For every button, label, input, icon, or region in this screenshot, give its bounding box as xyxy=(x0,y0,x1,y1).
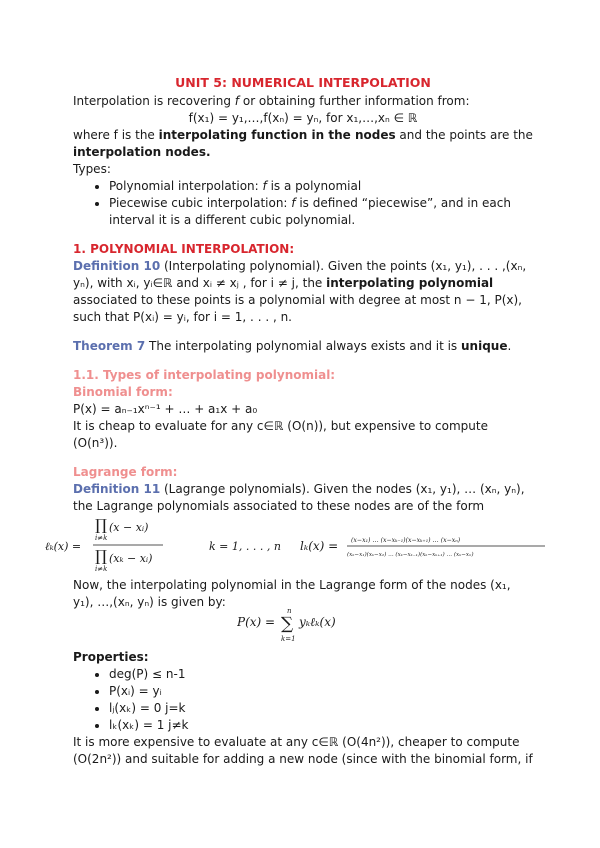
thm7-label: Theorem 7 xyxy=(73,339,146,353)
binomial-text: It is cheap to evaluate for any c∈ℝ (O(n)), but expensive to compute (O(n³)). xyxy=(73,419,488,450)
lagrange-now-text: Now, the interpolating polynomial in the Lagrange form of the nodes (x₁, y₁), …,(xₙ, yₙ) is given by: xyxy=(73,578,511,609)
sigma-symbol: ∑ xyxy=(281,614,294,634)
document-body xyxy=(45,74,533,768)
definition-10 xyxy=(73,258,533,326)
def10-label: Definition 10 xyxy=(73,259,161,273)
type-f: f xyxy=(291,196,296,210)
interp-sum-bot: k=1 xyxy=(281,635,296,643)
type-f: f xyxy=(262,179,267,193)
intro-line-4 xyxy=(73,144,533,161)
lagrange-den: (xₖ − xᵢ) xyxy=(109,552,153,565)
list-item: • lₖ(xₖ) = 1 j≠k xyxy=(109,717,533,734)
list-item: • deg(P) ≤ n-1 xyxy=(109,666,533,683)
list-item xyxy=(109,178,533,195)
interp-sum-top: n xyxy=(287,607,292,615)
properties-list xyxy=(73,666,533,734)
interp-body: yₖℓₖ(x) xyxy=(299,615,336,629)
intro-interp-fn: interpolating function in the nodes xyxy=(158,128,396,142)
def10-text: (Interpolating polynomial). Given the points (x₁, y₁), . . . ,(xₙ, yₙ), with xᵢ, yᵢ∈ℝ and xᵢ ≠ xⱼ , for i ≠ j, the xyxy=(73,259,527,290)
intro-where: where f is the xyxy=(73,128,159,142)
intro-line-1 xyxy=(73,93,533,110)
list-item xyxy=(109,195,533,229)
type-text: Piecewise cubic interpolation: xyxy=(109,196,292,210)
intro-equation: f(x₁) = y₁,…,f(xₙ) = yₙ, for x₁,…,xₙ ∈ ℝ xyxy=(188,111,418,125)
interp-lhs: P(x) = xyxy=(237,615,276,629)
lagrange-lhs: ℓₖ(x) = xyxy=(45,540,82,553)
def10-text-2: associated to these points is a polynomial with degree at most n − 1, P(x), such that P(xᵢ) = yᵢ, for i = 1, . . . , n. xyxy=(73,293,522,324)
types-list xyxy=(73,178,533,229)
intro-f: f xyxy=(234,94,240,108)
definition-11 xyxy=(73,481,533,515)
lagrange-den-2: (xₖ−x₁)(xₖ−x₂) … (xₖ−xₖ₋₁)(xₖ−xₖ₊₁) … (xₖ−xₙ) xyxy=(347,552,474,558)
lagrange-heading: Lagrange form: xyxy=(73,465,178,479)
lagrange-cond-top: i≠k xyxy=(95,534,108,542)
intro-text: Interpolation is recovering xyxy=(73,94,235,108)
type-text-2: is a polynomial xyxy=(266,179,362,193)
thm7-bold: unique xyxy=(461,339,508,353)
def11-text: (Lagrange polynomials). Given the nodes (x₁, y₁), … (xₙ, yₙ), the Lagrange polynomials associated to these nodes are of the form xyxy=(73,482,525,513)
section-heading-1-1: 1.1. Types of interpolating polynomial: xyxy=(73,368,336,382)
lagrange-range: k = 1, . . . , n xyxy=(209,540,281,553)
lagrange-formula xyxy=(45,519,545,573)
thm7-text-2: . xyxy=(507,339,512,353)
intro-points: and the points are the xyxy=(395,128,533,142)
lagrange-cond-bottom: i≠k xyxy=(95,565,108,573)
properties-label xyxy=(73,649,533,666)
lagrange-num-2: (x−x₁) … (x−xₖ₋₁)(x−xₖ₊₁) … (x−xₙ) xyxy=(351,537,461,544)
intro-nodes: interpolation nodes. xyxy=(73,145,211,159)
intro-line-3 xyxy=(73,127,533,144)
properties-heading: Properties: xyxy=(73,650,149,664)
page-title: UNIT 5: NUMERICAL INTERPOLATION xyxy=(175,75,431,90)
lagrange-formula-row xyxy=(45,519,533,573)
list-item: • P(xᵢ) = yᵢ xyxy=(109,683,533,700)
intro-text-2: or obtaining further information from: xyxy=(239,94,470,108)
def10-bold: interpolating polynomial xyxy=(326,276,494,290)
theorem-7 xyxy=(73,338,533,355)
lagrange-num: (x − xᵢ) xyxy=(109,521,149,534)
thm7-text: The interpolating polynomial always exists and it is xyxy=(145,339,461,353)
product-symbol-top: ∏ xyxy=(95,519,107,534)
types-label: Types: xyxy=(73,162,111,176)
binomial-heading: Binomial form: xyxy=(73,385,173,399)
binomial-formula: P(x) = aₙ₋₁xⁿ⁻¹ + … + a₁x + a₀ xyxy=(73,402,258,416)
interp-formula xyxy=(237,601,397,649)
lagrange-lhs-2: lₖ(x) = xyxy=(300,539,339,553)
section-heading-1: 1. POLYNOMIAL INTERPOLATION: xyxy=(73,242,295,256)
product-symbol-bottom: ∏ xyxy=(95,547,107,565)
interp-formula-row xyxy=(73,607,533,649)
def11-label: Definition 11 xyxy=(73,482,161,496)
type-text: Polynomial interpolation: xyxy=(109,179,263,193)
closing-text: It is more expensive to evaluate at any c∈ℝ (O(4n²)), cheaper to compute (O(2n²)) and suitable for adding a new node (since with the binomial form, if xyxy=(73,735,533,766)
list-item: • lⱼ(xₖ) = 0 j=k xyxy=(109,700,533,717)
type-text-2: is defined “piecewise”, and in each interval it is a different cubic polynomial. xyxy=(109,196,511,227)
